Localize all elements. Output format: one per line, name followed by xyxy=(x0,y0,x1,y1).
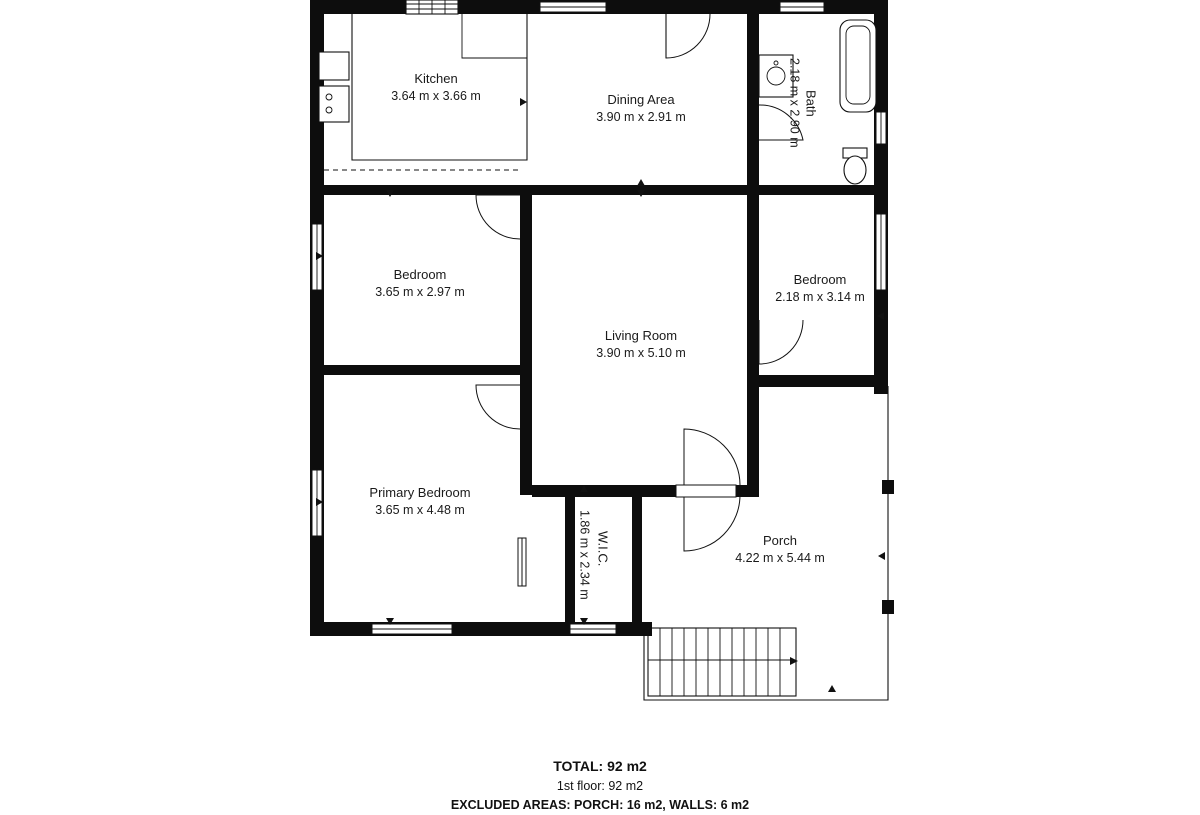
room-dims: 3.90 m x 5.10 m xyxy=(596,345,686,360)
room-label-living-room xyxy=(545,327,737,361)
room-name: Bath xyxy=(803,89,819,117)
room-label-primary-bedroom xyxy=(324,484,516,518)
room-name: Dining Area xyxy=(607,92,675,107)
room-label-bedroom-left xyxy=(324,266,516,300)
room-name: Kitchen xyxy=(414,71,458,86)
total-area-text: TOTAL: 92 m2 xyxy=(553,758,647,774)
area-summary xyxy=(0,756,1200,815)
room-label-bath-dims xyxy=(784,46,806,160)
room-dims: 3.65 m x 2.97 m xyxy=(375,284,465,299)
first-floor-area-text: 1st floor: 92 m2 xyxy=(556,779,644,793)
room-dims: 3.65 m x 4.48 m xyxy=(375,502,465,517)
room-label-dining-area xyxy=(545,91,737,125)
room-dims: 4.22 m x 5.44 m xyxy=(735,550,825,565)
room-name: Porch xyxy=(763,533,797,548)
room-name: W.I.C. xyxy=(595,531,611,567)
room-label-bedroom-right xyxy=(728,271,912,305)
room-name: Bedroom xyxy=(793,272,847,287)
room-name: Primary Bedroom xyxy=(369,485,471,500)
room-label-porch xyxy=(684,532,876,566)
room-label-kitchen xyxy=(340,70,532,104)
room-dims: 2.18 m x 3.14 m xyxy=(775,289,865,304)
room-label-wic-dims xyxy=(574,504,596,606)
room-name: Living Room xyxy=(604,328,678,343)
room-dims: 3.64 m x 3.66 m xyxy=(391,88,481,103)
room-dims: 3.90 m x 2.91 m xyxy=(596,109,686,124)
porch-stairs xyxy=(648,628,798,696)
room-dims: 2.18 m x 2.90 m xyxy=(787,58,802,148)
excluded-areas-text: EXCLUDED AREAS: PORCH: 16 m2, WALLS: 6 m2 xyxy=(450,797,750,812)
room-name: Bedroom xyxy=(393,267,447,282)
room-dims: 1.86 m x 2.34 m xyxy=(577,510,592,600)
